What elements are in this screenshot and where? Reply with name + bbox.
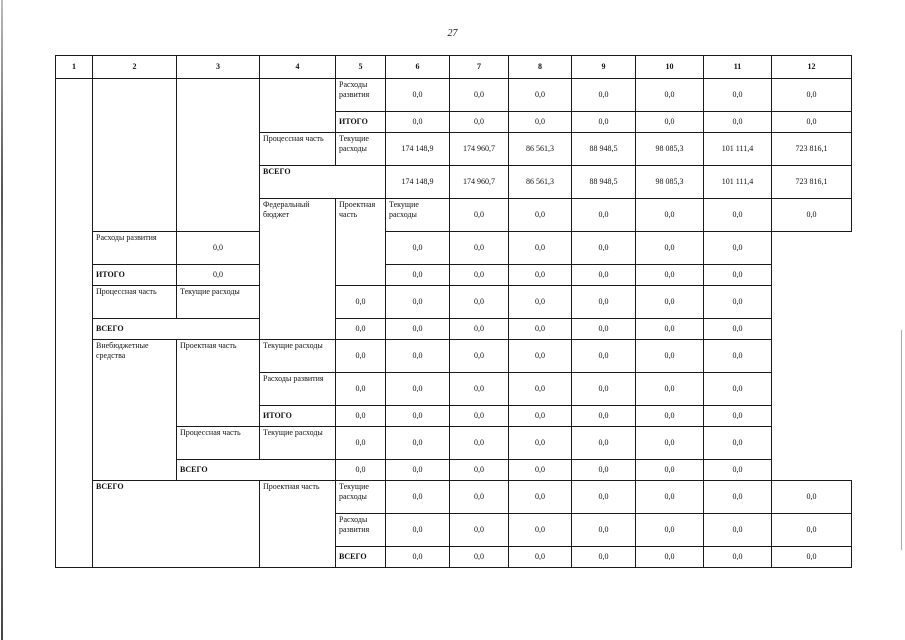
value-cell: 0,0	[772, 547, 852, 568]
value-cell: 0,0	[509, 112, 572, 133]
table-row	[56, 319, 852, 340]
value-cell: 0,0	[636, 112, 704, 133]
row-label: ИТОГО	[260, 406, 336, 427]
source-label: Внебюджетные средства	[93, 340, 177, 481]
value-cell: 0,0	[572, 460, 636, 481]
column-header: 11	[704, 56, 772, 79]
value-cell: 0,0	[572, 514, 636, 547]
value-cell: 0,0	[636, 373, 704, 406]
column-header: 1	[56, 56, 93, 79]
value-cell: 0,0	[450, 547, 509, 568]
value-cell: 174 148,9	[386, 166, 450, 199]
value-cell: 0,0	[386, 460, 450, 481]
value-cell: 0,0	[704, 319, 772, 340]
table-row	[56, 232, 852, 265]
value-cell: 0,0	[509, 373, 572, 406]
total-label: ВСЕГО	[93, 319, 260, 340]
value-cell: 0,0	[177, 232, 260, 265]
value-cell: 0,0	[509, 427, 572, 460]
value-cell: 0,0	[636, 427, 704, 460]
value-cell: 0,0	[509, 547, 572, 568]
value-cell: 0,0	[509, 232, 572, 265]
value-cell: 0,0	[177, 265, 260, 286]
value-cell: 0,0	[704, 286, 772, 319]
value-cell: 723 816,1	[772, 133, 852, 166]
page-number: 27	[447, 28, 458, 39]
value-cell: 0,0	[336, 427, 386, 460]
value-cell: 0,0	[572, 112, 636, 133]
column-header: 6	[386, 56, 450, 79]
value-cell: 0,0	[572, 427, 636, 460]
value-cell: 0,0	[572, 199, 636, 232]
value-cell: 174 960,7	[450, 166, 509, 199]
value-cell: 0,0	[572, 340, 636, 373]
scan-edge-left	[1, 0, 3, 640]
value-cell: 0,0	[772, 79, 852, 112]
col2-cell	[93, 79, 177, 232]
value-cell: 0,0	[636, 319, 704, 340]
value-cell: 0,0	[704, 460, 772, 481]
value-cell: 0,0	[636, 286, 704, 319]
value-cell: 723 816,1	[772, 166, 852, 199]
value-cell: 0,0	[704, 373, 772, 406]
col4-cell	[260, 79, 336, 133]
value-cell: 0,0	[572, 406, 636, 427]
value-cell: 0,0	[386, 406, 450, 427]
value-cell: 0,0	[336, 286, 386, 319]
row-label: Текущие расходы	[336, 481, 386, 514]
value-cell: 0,0	[572, 265, 636, 286]
column-header: 3	[177, 56, 260, 79]
value-cell: 0,0	[772, 112, 852, 133]
value-cell: 0,0	[386, 232, 450, 265]
value-cell: 0,0	[636, 232, 704, 265]
row-label: ИТОГО	[93, 265, 177, 286]
value-cell: 0,0	[704, 514, 772, 547]
table-row	[56, 286, 852, 319]
value-cell: 0,0	[704, 199, 772, 232]
value-cell: 0,0	[386, 340, 450, 373]
grand-total-label: ВСЕГО	[93, 481, 260, 568]
value-cell: 0,0	[336, 406, 386, 427]
value-cell: 88 948,5	[572, 133, 636, 166]
section-label: Проектная часть	[336, 199, 386, 286]
value-cell: 0,0	[509, 286, 572, 319]
row-label: Текущие расходы	[260, 340, 336, 373]
value-cell: 0,0	[386, 286, 450, 319]
value-cell: 0,0	[704, 265, 772, 286]
value-cell: 0,0	[386, 481, 450, 514]
value-cell: 86 561,3	[509, 166, 572, 199]
value-cell: 0,0	[636, 547, 704, 568]
value-cell: 0,0	[704, 340, 772, 373]
row-label: Текущие расходы	[260, 427, 336, 460]
value-cell: 0,0	[450, 232, 509, 265]
column-header: 10	[636, 56, 704, 79]
value-cell: 0,0	[386, 112, 450, 133]
column-header: 7	[450, 56, 509, 79]
header-row	[56, 56, 852, 79]
row-label: Расходы развития	[336, 514, 386, 547]
column-header: 4	[260, 56, 336, 79]
value-cell: 0,0	[772, 514, 852, 547]
column-header: 2	[93, 56, 177, 79]
value-cell: 101 111,4	[704, 166, 772, 199]
value-cell: 174 960,7	[450, 133, 509, 166]
value-cell: 0,0	[450, 406, 509, 427]
value-cell: 0,0	[772, 481, 852, 514]
value-cell: 0,0	[386, 265, 450, 286]
value-cell: 0,0	[450, 514, 509, 547]
value-cell: 0,0	[450, 199, 509, 232]
value-cell: 0,0	[636, 199, 704, 232]
value-cell: 0,0	[336, 319, 386, 340]
value-cell: 0,0	[509, 514, 572, 547]
value-cell: 0,0	[704, 547, 772, 568]
row-label: Расходы развития	[260, 373, 336, 406]
value-cell: 0,0	[572, 319, 636, 340]
row-label: Текущие расходы	[177, 286, 260, 319]
scan-edge-right	[901, 330, 902, 550]
value-cell: 98 085,3	[636, 133, 704, 166]
value-cell: 0,0	[450, 79, 509, 112]
value-cell: 0,0	[450, 112, 509, 133]
value-cell: 0,0	[450, 481, 509, 514]
value-cell: 0,0	[572, 286, 636, 319]
col1-cell	[56, 79, 93, 568]
value-cell: 0,0	[509, 265, 572, 286]
row-label: ВСЕГО	[336, 547, 386, 568]
value-cell: 0,0	[450, 427, 509, 460]
value-cell: 0,0	[336, 373, 386, 406]
value-cell: 0,0	[572, 481, 636, 514]
section-label: Проектная часть	[260, 481, 336, 568]
value-cell: 0,0	[636, 460, 704, 481]
column-header: 5	[336, 56, 386, 79]
section-label: Процессная часть	[260, 133, 336, 166]
value-cell: 88 948,5	[572, 166, 636, 199]
value-cell: 0,0	[336, 340, 386, 373]
value-cell: 0,0	[450, 286, 509, 319]
value-cell: 0,0	[386, 514, 450, 547]
value-cell: 0,0	[704, 79, 772, 112]
value-cell: 0,0	[509, 481, 572, 514]
value-cell: 0,0	[572, 373, 636, 406]
section-label: Проектная часть	[177, 340, 260, 427]
value-cell: 0,0	[636, 514, 704, 547]
row-label: ИТОГО	[336, 112, 386, 133]
value-cell: 0,0	[636, 340, 704, 373]
value-cell: 0,0	[572, 547, 636, 568]
table-row	[56, 79, 852, 112]
section-label: Процессная часть	[93, 286, 177, 319]
value-cell: 0,0	[509, 340, 572, 373]
value-cell: 0,0	[450, 319, 509, 340]
table-row	[56, 481, 852, 514]
value-cell: 0,0	[509, 319, 572, 340]
row-label: Расходы развития	[336, 79, 386, 112]
value-cell: 0,0	[386, 547, 450, 568]
column-header: 12	[772, 56, 852, 79]
value-cell: 0,0	[450, 373, 509, 406]
row-label: Расходы развития	[93, 232, 177, 265]
value-cell: 0,0	[509, 460, 572, 481]
value-cell: 0,0	[636, 265, 704, 286]
value-cell: 0,0	[704, 481, 772, 514]
column-header: 8	[509, 56, 572, 79]
value-cell: 0,0	[450, 460, 509, 481]
value-cell: 0,0	[772, 199, 852, 232]
value-cell: 0,0	[704, 427, 772, 460]
value-cell: 0,0	[704, 406, 772, 427]
col3-cell	[177, 79, 260, 232]
value-cell: 0,0	[509, 79, 572, 112]
value-cell: 0,0	[336, 460, 386, 481]
section-label: Процессная часть	[177, 427, 260, 460]
value-cell: 0,0	[509, 406, 572, 427]
value-cell: 98 085,3	[636, 166, 704, 199]
value-cell: 0,0	[450, 340, 509, 373]
total-label: ВСЕГО	[177, 460, 336, 481]
table-row	[56, 265, 852, 286]
value-cell: 0,0	[704, 232, 772, 265]
value-cell: 0,0	[386, 373, 450, 406]
value-cell: 0,0	[386, 79, 450, 112]
value-cell: 86 561,3	[509, 133, 572, 166]
value-cell: 0,0	[386, 319, 450, 340]
value-cell: 0,0	[636, 406, 704, 427]
row-label: Текущие расходы	[336, 133, 386, 166]
value-cell: 0,0	[572, 232, 636, 265]
value-cell: 0,0	[386, 427, 450, 460]
value-cell: 0,0	[450, 265, 509, 286]
value-cell: 0,0	[636, 481, 704, 514]
value-cell: 101 111,4	[704, 133, 772, 166]
table-row	[56, 340, 852, 373]
budget-table	[55, 55, 852, 568]
value-cell: 0,0	[509, 199, 572, 232]
value-cell: 0,0	[572, 79, 636, 112]
value-cell: 0,0	[636, 79, 704, 112]
source-label: Федеральный бюджет	[260, 199, 336, 340]
value-cell: 174 148,9	[386, 133, 450, 166]
column-header: 9	[572, 56, 636, 79]
row-label: Текущие расходы	[386, 199, 450, 232]
total-label: ВСЕГО	[260, 166, 386, 199]
value-cell: 0,0	[704, 112, 772, 133]
